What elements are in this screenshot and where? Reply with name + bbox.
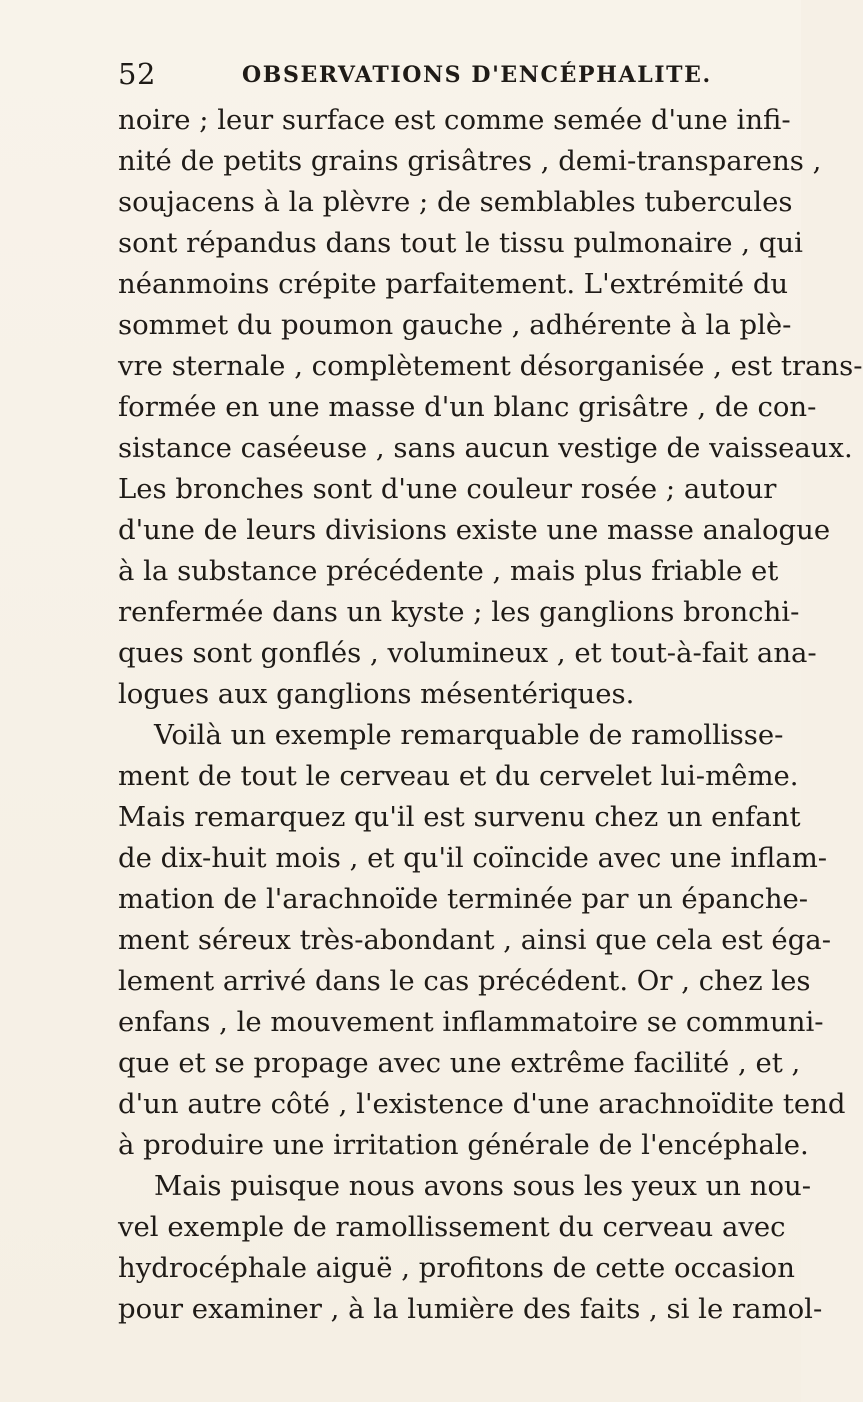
text-line: d'un autre côté , l'existence d'une arachnoïdite tend <box>118 1088 846 1120</box>
text-line: nité de petits grains grisâtres , demi-transparens , <box>118 145 822 177</box>
text-line: ques sont gonflés , volumineux , et tout-à-fait ana- <box>118 637 817 669</box>
text-line: noire ; leur surface est comme semée d'une infi- <box>118 104 791 136</box>
text-line: lement arrivé dans le cas précédent. Or , chez les <box>118 965 811 997</box>
text-line: sont répandus dans tout le tissu pulmonaire , qui <box>118 227 803 259</box>
text-line: pour examiner , à la lumière des faits , si le ramol- <box>118 1293 823 1325</box>
paragraph-start-line: Voilà un exemple remarquable de ramollisse- <box>154 719 784 751</box>
text-line: formée en une masse d'un blanc grisâtre , de con- <box>118 391 817 423</box>
text-line: mation de l'arachnoïde terminée par un épanche- <box>118 883 809 915</box>
text-line: à produire une irritation générale de l'encéphale. <box>118 1129 809 1161</box>
text-line: ment de tout le cerveau et du cervelet lui-même. <box>118 760 799 792</box>
text-line: enfans , le mouvement inflammatoire se communi- <box>118 1006 824 1038</box>
running-head: OBSERVATIONS D'ENCÉPHALITE. <box>242 62 712 88</box>
paragraph-start-line: Mais puisque nous avons sous les yeux un nou- <box>154 1170 812 1202</box>
text-line: soujacens à la plèvre ; de semblables tubercules <box>118 186 793 218</box>
text-line: d'une de leurs divisions existe une masse analogue <box>118 514 831 546</box>
text-line: Les bronches sont d'une couleur rosée ; autour <box>118 473 777 505</box>
text-line: hydrocéphale aiguë , profitons de cette occasion <box>118 1252 795 1284</box>
text-line: à la substance précédente , mais plus friable et <box>118 555 779 587</box>
text-line: sommet du poumon gauche , adhérente à la plè- <box>118 309 792 341</box>
text-line: ment séreux très-abondant , ainsi que cela est éga- <box>118 924 831 956</box>
page-header <box>118 58 718 102</box>
text-line: sistance caséeuse , sans aucun vestige de vaisseaux. <box>118 432 853 464</box>
text-line: de dix-huit mois , et qu'il coïncide avec une inflam- <box>118 842 828 874</box>
text-line: néanmoins crépite parfaitement. L'extrémité du <box>118 268 789 300</box>
page-number: 52 <box>118 57 156 91</box>
text-line: Mais remarquez qu'il est survenu chez un enfant <box>118 801 801 833</box>
text-line: que et se propage avec une extrême facilité , et , <box>118 1047 801 1079</box>
text-line: logues aux ganglions mésentériques. <box>118 678 635 710</box>
text-line: vre sternale , complètement désorganisée , est trans- <box>118 350 863 382</box>
text-line: renfermée dans un kyste ; les ganglions bronchi- <box>118 596 800 628</box>
body-text <box>118 100 863 1330</box>
text-line: vel exemple de ramollissement du cerveau avec <box>118 1211 786 1243</box>
